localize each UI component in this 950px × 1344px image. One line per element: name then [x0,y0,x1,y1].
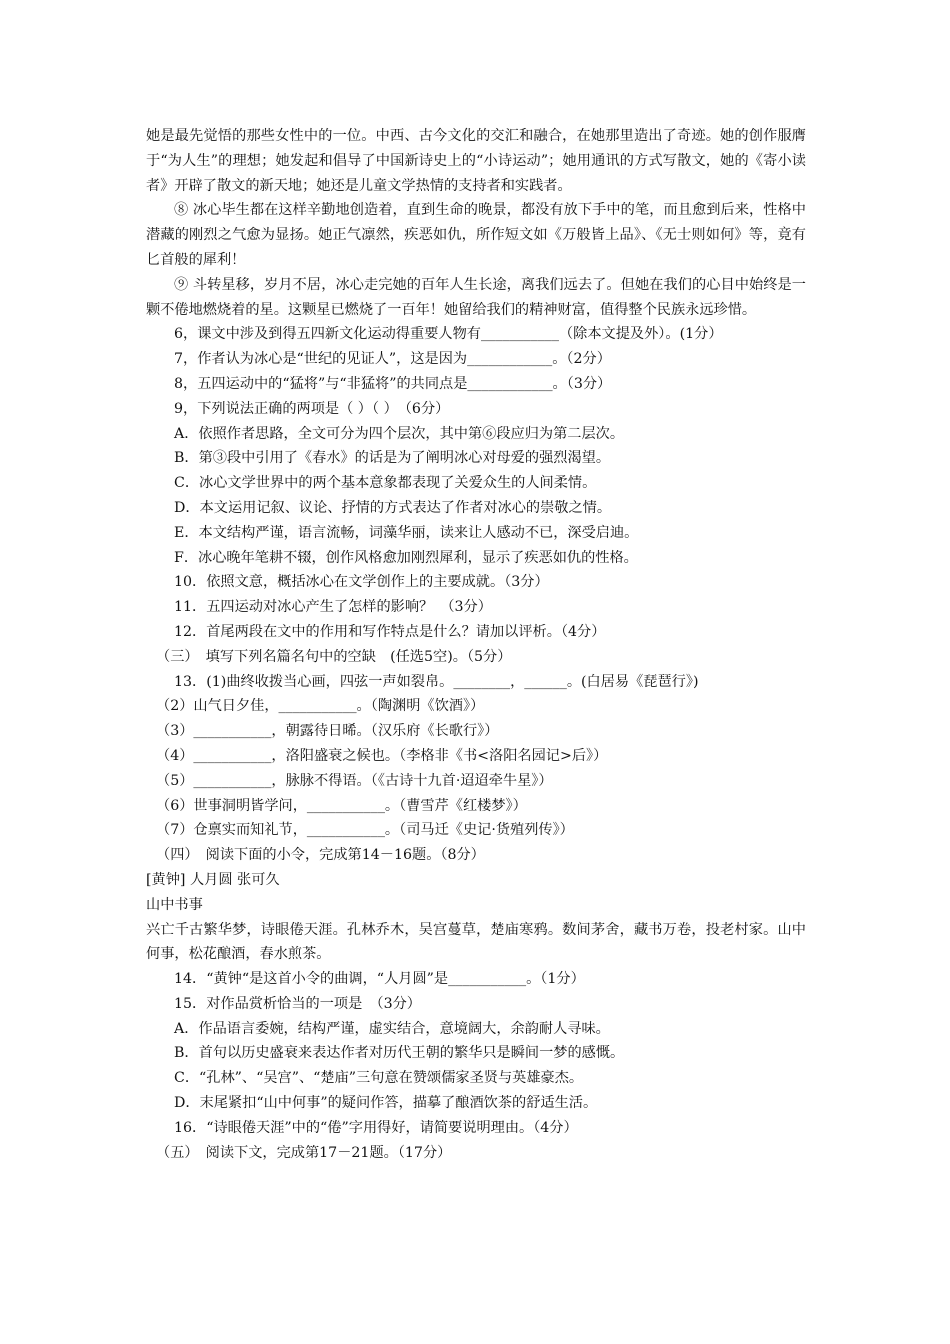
section-3-heading: （三） 填写下列名篇名句中的空缺 (任选5空)。（5分） [156,648,512,665]
section-5-heading: （五） 阅读下文，完成第17－21题。（17分） [156,1144,452,1161]
q15-option-a: A．作品语言委婉，结构严谨，虚实结合，意境阔大，余韵耐人寻味。 [174,1020,610,1037]
q9-option-f: F．冰心晚年笔耕不辍，创作风格愈加刚烈犀利，显示了疾恶如仇的性格。 [174,549,638,566]
q9-option-b: B．第③段中引用了《春水》的话是为了阐明冰心对母爱的强烈渴望。 [174,450,611,467]
q13-item-5: （5）___________，脉脉不得语。（《古诗十九首·迢迢牵牛星》） [156,772,553,789]
question-9: 9，下列说法正确的两项是（ ）（ ） （6分） [174,400,450,417]
q9-option-e: E．本文结构严谨，语言流畅，词藻华丽，读来让人感动不已，深受启迪。 [174,524,639,541]
q13-item-6: （6）世事洞明皆学问，___________。（曹雪芹《红楼梦》） [156,797,527,814]
question-11: 11．五四运动对冰心产生了怎样的影响？ （3分） [174,599,492,616]
question-16: 16．“诗眼倦天涯”中的“倦”字用得好，请简要说明理由。（4分） [174,1119,578,1136]
q9-option-a: A．依照作者思路，全文可分为四个层次，其中第⑥段应归为第二层次。 [174,425,625,442]
q13-item-2: （2）山气日夕佳，___________。（陶渊明《饮酒》） [156,698,485,715]
question-6: 6，课文中涉及到得五四新文化运动得重要人物有___________（除本文提及外）。(1分） [174,326,723,343]
paragraph-9: ⑨ 斗转星移，岁月不居，冰心走完她的百年人生长途，离我们远去了。但她在我们的心目中始终是一颗不倦地燃烧着的星。这颗星已燃烧了一百年！她留给我们的精神财富，值得整个民族永远珍惜。 [146,276,806,318]
question-7: 7，作者认为冰心是“世纪的见证人”，这是因为____________。（2分） [174,351,611,368]
question-14: 14．“黄钟“是这首小令的曲调，“人月圆”是___________。（1分） [174,971,585,988]
q9-option-d: D．本文运用记叙、议论、抒情的方式表达了作者对冰心的崇敬之情。 [174,499,612,516]
section-4-heading: （四） 阅读下面的小令，完成第14－16题。（8分） [156,847,485,864]
document-page [146,124,806,1165]
q13-item-3: （3）___________，朝露待日晞。（汉乐府《长歌行》） [156,723,499,740]
question-10: 10．依照文意，概括冰心在文学创作上的主要成就。（3分） [174,574,549,591]
q13-item-7: （7）仓禀实而知礼节，___________。（司马迁《史记·货殖列传》） [156,822,574,839]
q9-option-c: C．冰心文学世界中的两个基本意象都表现了关爱众生的人间柔情。 [174,475,597,492]
poem-subtitle: 山中书事 [146,896,203,913]
poem-title: [黄钟] 人月圆 张可久 [146,871,280,888]
paragraph-8: ⑧ 冰心毕生都在这样辛勤地创造着，直到生命的晚景，都没有放下手中的笔，而且愈到后来，性格中潜藏的刚烈之气愈为显扬。她正气凛然，疾恶如仇，所作短文如《万般皆上品》、《无士则如何》等，竟有匕首般的犀利！ [146,202,806,268]
question-8: 8，五四运动中的“猛将”与“非猛将”的共同点是____________。（3分） [174,375,612,392]
question-12: 12．首尾两段在文中的作用和写作特点是什么？请加以评析。（4分） [174,623,606,640]
q15-option-b: B．首句以历史盛衰来表达作者对历代王朝的繁华只是瞬间一梦的感慨。 [174,1045,625,1062]
poem-body: 兴亡千古繁华梦，诗眼倦天涯。孔林乔木，吴宫蔓草，楚庙寒鸦。数间茅舍，藏书万卷，投老村家。山中何事，松花酿酒，春水煎茶。 [146,921,806,963]
question-13-1: 13．(1)曲终收拨当心画，四弦一声如裂帛。________，______。(白居易《琵琶行》) [174,673,699,690]
paragraph-7-tail: 她是最先觉悟的那些女性中的一位。中西、古今文化的交汇和融合，在她那里造出了奇迹。她的创作服膺于“为人生”的理想；她发起和倡导了中国新诗史上的“小诗运动”；她用通讯的方式写散文，她的《寄小读者》开辟了散文的新天地；她还是儿童文学热情的支持者和实践者。 [146,128,806,194]
q15-option-d: D．末尾紧扣“山中何事”的疑问作答，描摹了酿酒饮茶的舒适生活。 [174,1095,598,1112]
q13-item-4: （4）___________，洛阳盛衰之候也。（李格非《书<洛阳名园记>后》） [156,747,608,764]
q15-option-c: C．“孔林”、“吴宫”、“楚庙”三句意在赞颂儒家圣贤与英雄豪杰。 [174,1070,584,1087]
question-15: 15．对作品赏析恰当的一项是 （3分） [174,995,421,1012]
